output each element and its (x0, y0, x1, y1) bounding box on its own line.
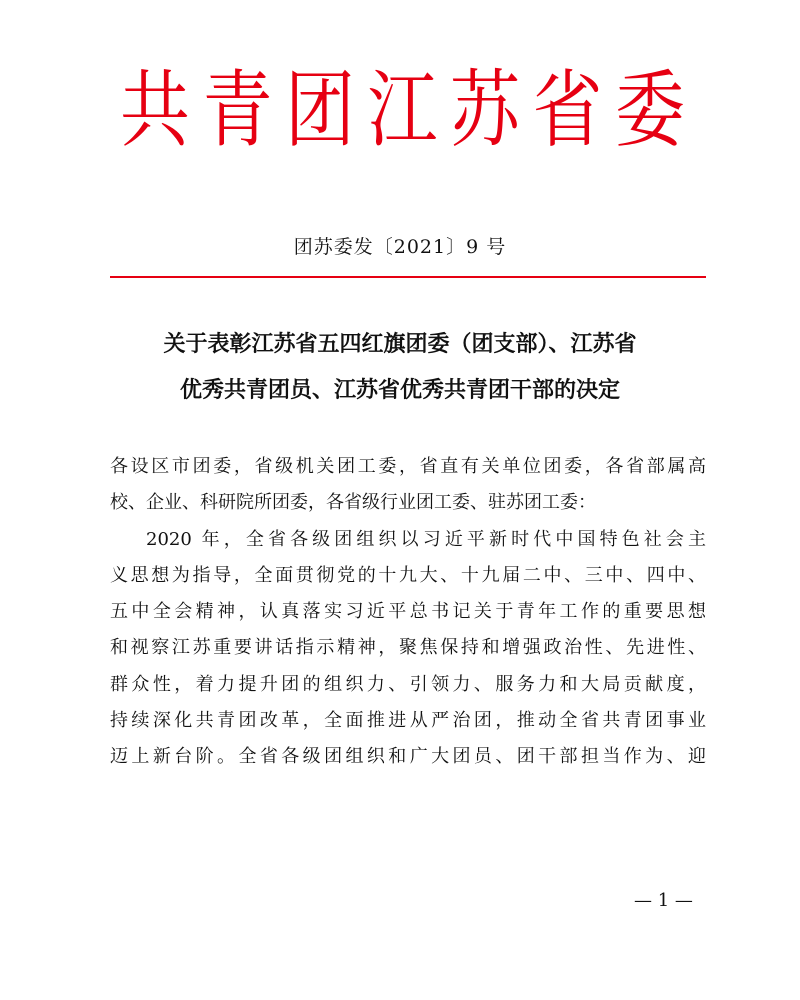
body-line: 校、企业、科研院所团委，各省级行业团工委、驻苏团工委： (110, 492, 596, 514)
masthead-char: 委 (615, 60, 685, 160)
title-line-1: 关于表彰江苏省五四红旗团委（团支部）、江苏省 (163, 332, 637, 357)
body-line: 迈上新台阶。全省各级团组织和广大团员、团干部担当作为、迎 (110, 746, 706, 768)
masthead-char: 苏 (450, 60, 520, 160)
body-line: 各设区市团委，省级机关团工委，省直有关单位团委，各省部属高 (110, 456, 706, 477)
body-line: 五中全会精神，认真落实习近平总书记关于青年工作的重要思想 (110, 601, 706, 623)
body-line: 持续深化共青团改革，全面推进从严治团，推动全省共青团事业 (110, 710, 706, 732)
document-number: 团苏委发〔2021〕9 号 (293, 236, 507, 258)
title-line-2: 优秀共青团员、江苏省优秀共青团干部的决定 (179, 378, 620, 403)
body-line: 和视察江苏重要讲话指示精神，聚焦保持和增强政治性、先进性、 (110, 637, 706, 659)
body-line: 2020 年，全省各级团组织以习近平新时代中国特色社会主 (146, 528, 706, 550)
body-line: 群众性，着力提升团的组织力、引领力、服务力和大局贡献度， (110, 673, 706, 695)
page-number: — 1 — (634, 890, 693, 911)
masthead-char: 团 (285, 60, 355, 160)
body-line: 义思想为指导，全面贯彻党的十九大、十九届二中、三中、四中、 (110, 564, 706, 586)
masthead-char: 江 (367, 60, 438, 160)
red-divider-line (110, 276, 706, 278)
document-title (100, 322, 700, 414)
masthead-char: 青 (202, 60, 273, 160)
masthead-char: 共 (120, 60, 190, 160)
document-body (110, 449, 706, 776)
masthead-title (120, 60, 685, 160)
masthead-char: 省 (532, 60, 603, 160)
